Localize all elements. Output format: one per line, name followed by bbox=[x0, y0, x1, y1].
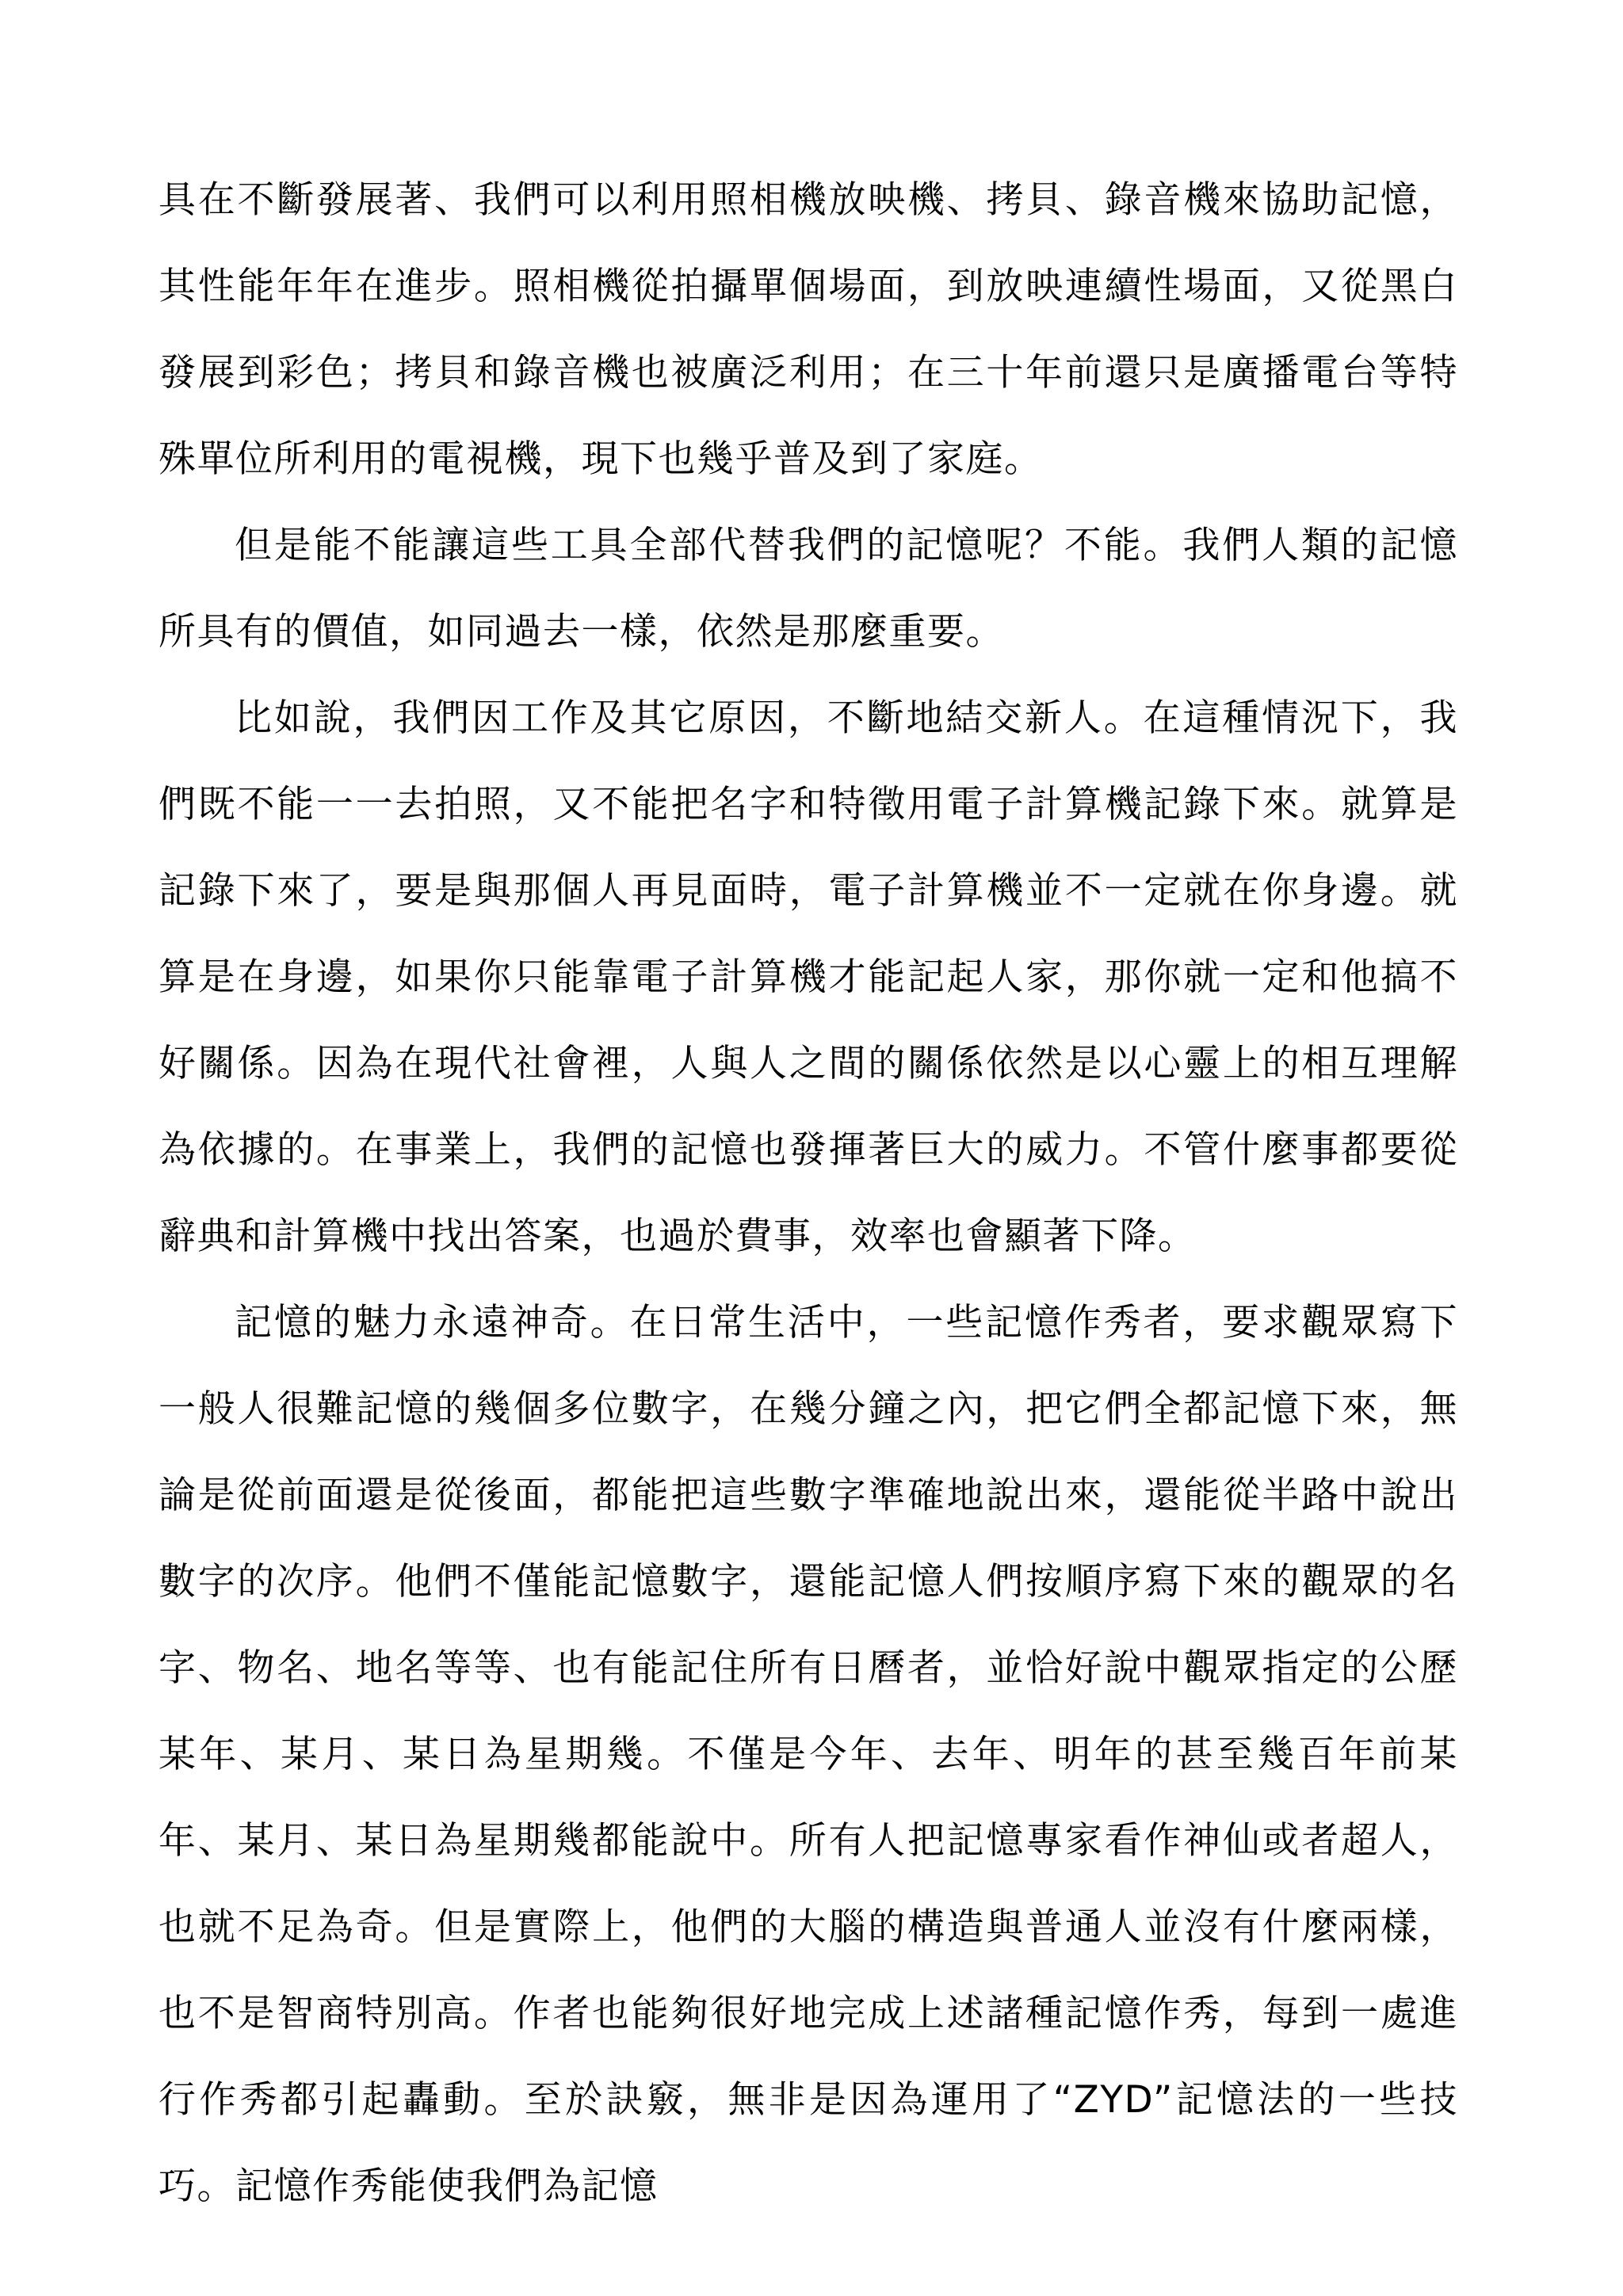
paragraph-4: 記憶的魅力永遠神奇。在日常生活中，一些記憶作秀者，要求觀眾寫下一般人很難記憶的幾個多位數字，在幾分鐘之內，把它們全都記憶下來，無論是從前面還是從後面，都能把這些數字準確地說出來，還能從半路中說出數字的次序。他們不僅能記憶數字，還能記憶人們按順序寫下來的觀眾的名字、物名、地名等等、也有能記住所有日曆者，並恰好說中觀眾指定的公歷某年、某月、某日為星期幾。不僅是今年、去年、明年的甚至幾百年前某年、某月、某日為星期幾都能說中。所有人把記憶專家看作神仙或者超人，也就不足為奇。但是實際上，他們的大腦的構造與普通人並沒有什麼兩樣，也不是智商特別高。作者也能夠很好地完成上述諸種記憶作秀，每到一處進行作秀都引起轟動。至於訣竅，無非是因為運用了“ZYD”記憶法的一些技巧。記憶作秀能使我們為記憶 bbox=[158, 1301, 1458, 2208]
paragraph-2: 但是能不能讓這些工具全部代替我們的記憶呢？不能。我們人類的記憶所具有的價值，如同過去一樣，依然是那麼重要。 bbox=[158, 524, 1458, 654]
body-text bbox=[158, 157, 1458, 2229]
paragraph-1: 具在不斷發展著、我們可以利用照相機放映機、拷貝、錄音機來協助記憶，其性能年年在進步。照相機從拍攝單個場面，到放映連續性場面，又從黑白發展到彩色；拷貝和錄音機也被廣泛利用；在三十年前還只是廣播電台等特殊單位所利用的電視機，現下也幾乎普及到了家庭。 bbox=[158, 178, 1458, 481]
paragraph-3: 比如說，我們因工作及其它原因，不斷地結交新人。在這種情況下，我們既不能一一去拍照，又不能把名字和特徵用電子計算機記錄下來。就算是記錄下來了，要是與那個人再見面時，電子計算機並不一定就在你身邊。就算是在身邊，如果你只能靠電子計算機才能記起人家，那你就一定和他搞不好關係。因為在現代社會裡，人與人之間的關係依然是以心靈上的相互理解為依據的。在事業上，我們的記憶也發揮著巨大的威力。不管什麼事都要從辭典和計算機中找出答案，也過於費事，效率也會顯著下降。 bbox=[158, 696, 1458, 1258]
